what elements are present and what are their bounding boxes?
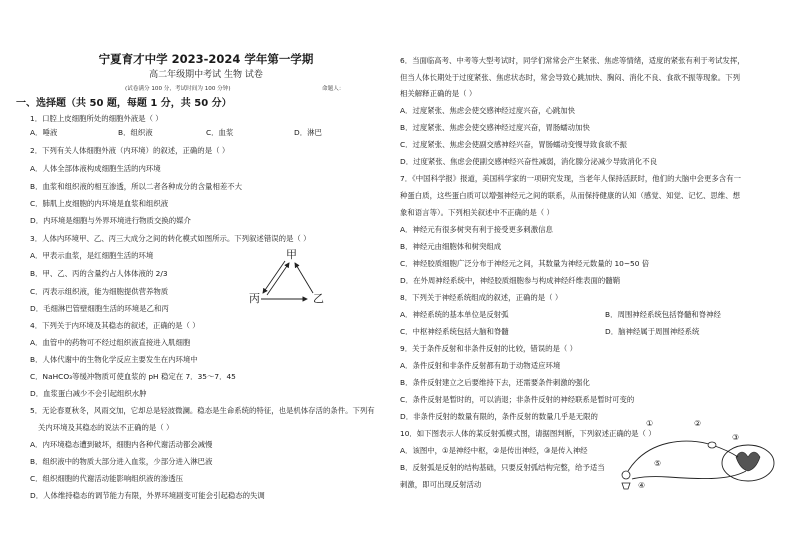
q7-option-c[interactable]: C．神经胶质细胞广泛分布于神经元之间，其数量为神经元数量的 10~50 倍: [400, 259, 650, 268]
q2-option-d[interactable]: D．内环境是细胞与外界环境进行物质交换的媒介: [30, 216, 191, 225]
q9-option-a[interactable]: A．条件反射和非条件反射都有助于动物适应环境: [400, 361, 561, 370]
q8-option-b[interactable]: B．周围神经系统包括脊髓和脊神经: [605, 310, 721, 319]
gray-matter: [736, 452, 760, 471]
q1-option-a[interactable]: A．唾液: [30, 128, 58, 137]
q10-option-a[interactable]: A．该图中，①是神经中枢，②是传出神经，③是传入神经: [400, 446, 588, 455]
body-fluid-diagram: [221, 249, 331, 309]
q7-stem-line3: 象和语言等）。下列相关叙述中不正确的是（ ）: [400, 208, 554, 217]
q7-option-d[interactable]: D．在外周神经系统中，神经胶质细胞参与构成神经纤维表面的髓鞘: [400, 276, 621, 285]
q3-option-a[interactable]: A．甲表示血浆，是红细胞生活的环境: [30, 251, 154, 260]
q10-option-b-line1[interactable]: B．反射弧是反射的结构基础，只要反射弧结构完整，给予适当: [400, 463, 605, 472]
q8-option-a[interactable]: A．神经系统的基本单位是反射弧: [400, 310, 509, 319]
label-bing: 丙: [249, 292, 260, 305]
q9-stem: 9．关于条件反射和非条件反射的比较，错误的是（ ）: [400, 344, 578, 353]
marker-2: ②: [694, 419, 702, 428]
q4-stem: 4．下列关于内环境及其稳态的叙述，正确的是（ ）: [30, 321, 200, 330]
q3-option-b[interactable]: B．甲、乙、丙的含量约占人体体液的 2/3: [30, 269, 168, 278]
q7-option-a[interactable]: A．神经元有很多树突有利于接受更多刺激信息: [400, 225, 553, 234]
arrow-bing-to-jia: [267, 263, 289, 295]
q2-option-b[interactable]: B．血浆和组织液的相互渗透，所以二者各种成分的含量相差不大: [30, 182, 243, 191]
q8-options-row2: [400, 327, 780, 337]
receptor: [622, 471, 630, 479]
q3-option-d[interactable]: D．毛细淋巴管壁细胞生活的环境是乙和丙: [30, 304, 169, 313]
marker-4: ④: [638, 481, 646, 490]
q6-option-a[interactable]: A．过度紧张、焦虑会使交感神经过度兴奋，心跳加快: [400, 106, 576, 115]
reflex-arc-diagram: [608, 419, 778, 497]
arrow-yi-to-jia: [295, 263, 313, 293]
q1-option-d[interactable]: D．淋巴: [294, 128, 322, 137]
q4-option-b[interactable]: B．人体代谢中的生物化学反应主要发生在内环境中: [30, 355, 198, 364]
q10-stem: 10．如下图表示人体的某反射弧模式图，请据图判断，下列叙述正确的是（ ）: [400, 429, 656, 438]
q3-option-c[interactable]: C．丙表示组织液，能为细胞提供营养物质: [30, 287, 169, 296]
q3-stem: 3．人体内环境甲、乙、丙三大成分之间的转化模式如图所示。下列叙述错误的是（ ）: [30, 234, 311, 243]
q2-option-c[interactable]: C．肺肌上皮细胞的内环境是血浆和组织液: [30, 199, 169, 208]
q5-option-d[interactable]: D．人体维持稳态的调节能力有限，外界环境剧变可能会引起稳态的失调: [30, 491, 265, 500]
q8-option-c[interactable]: C．中枢神经系统包括大脑和脊髓: [400, 327, 509, 336]
q5-option-a[interactable]: A．内环境稳态遭到破坏，细胞内各种代谢活动都会减慢: [30, 440, 213, 449]
section-title: 一、选择题（共 50 题，每题 1 分，共 50 分）: [16, 98, 232, 109]
q7-stem-line2: 种蛋白质，这些蛋白质可以增强神经元之间的联系，从而保持健康的认知（感觉、知觉、记忆、思维、想: [400, 191, 740, 200]
q6-option-b[interactable]: B．过度紧张、焦虑会使交感神经过度兴奋，胃肠蠕动加快: [400, 123, 590, 132]
q5-option-c[interactable]: C．组织细胞的代谢活动能影响组织液的渗透压: [30, 474, 183, 483]
q1-options: [30, 128, 382, 138]
q1-option-b[interactable]: B．组织液: [118, 128, 153, 137]
q4-option-d[interactable]: D．血浆蛋白减少不会引起组织水肿: [30, 389, 147, 398]
afferent-nerve: [628, 441, 738, 471]
author-label: 命题人：: [322, 86, 345, 92]
q1-stem: 1．口腔上皮细胞所处的细胞外液是（ ）: [30, 114, 163, 123]
q10-option-b-line2[interactable]: 刺激，即可出现反射活动: [400, 480, 482, 489]
q6-option-c[interactable]: C．过度紧张、焦虑会使副交感神经兴奋，胃肠蠕动变慢导致食欲不振: [400, 140, 627, 149]
reflex-arc-drawing: [608, 419, 778, 497]
effector: [622, 483, 630, 489]
q5-stem-line2: 关内环境及其稳态的说法不正确的是（ ）: [38, 423, 174, 432]
q9-option-d[interactable]: D．非条件反射的数量有限的，条件反射的数量几乎是无限的: [400, 412, 598, 421]
exam-title: 高二年级期中考试 生物 试卷: [149, 70, 263, 80]
q2-option-a[interactable]: A．人体全部体液构成细胞生活的内环境: [30, 164, 161, 173]
arrow-jia-to-bing: [263, 261, 285, 293]
q6-option-d[interactable]: D．过度紧张、焦虑会使副交感神经兴奋性减弱，消化腺分泌减少导致消化不良: [400, 157, 657, 166]
label-yi: 乙: [313, 292, 324, 305]
q8-option-d[interactable]: D．脑神经属于周围神经系统: [605, 327, 700, 336]
q4-option-c[interactable]: C．NaHCO₃等缓冲物质可使血浆的 pH 稳定在 7．35～7．45: [30, 372, 236, 381]
q9-option-c[interactable]: C．条件反射是暂时的，可以消退；非条件反射的神经联系是暂时可变的: [400, 395, 635, 404]
label-jia: 甲: [286, 248, 297, 261]
q6-stem-line2: 但当人体长期处于过度紧张、焦虑状态时，常会导致心跳加快、胸闷、消化不良、食欲不振等现象。下列: [400, 73, 740, 82]
q8-stem: 8．下列关于神经系统组成的叙述，正确的是（ ）: [400, 293, 563, 302]
q5-stem-line1: 5．无论春夏秋冬，风雨交加，它却总是轻波微澜。稳态是生命系统的特征，也是机体存活的条件。下列有: [30, 406, 375, 415]
q4-option-a[interactable]: A．血管中的药物可不经过组织液直接进入肌细胞: [30, 338, 191, 347]
exam-info: (试卷满分 100 分，考试时间为 100 分钟): [125, 86, 231, 92]
q1-option-c[interactable]: C．血浆: [206, 128, 234, 137]
marker-5: ⑤: [654, 459, 662, 468]
q6-stem-line1: 6．当面临高考、中考等大型考试时，同学们常常会产生紧张、焦虑等情绪，适度的紧张有利于考试发挥，: [400, 56, 745, 65]
q7-option-b[interactable]: B．神经元由细胞体和树突组成: [400, 242, 502, 251]
school-title: 宁夏育才中学 2023-2024 学年第一学期: [98, 52, 314, 66]
q5-option-b[interactable]: B．组织液中的物质大部分进入血浆，少部分进入淋巴液: [30, 457, 213, 466]
ganglion: [708, 442, 716, 448]
marker-3: ③: [732, 433, 740, 442]
q8-options-row1: [400, 310, 780, 320]
q7-stem-line1: 7．《中国科学报》报道，美国科学家的一项研究发现，当老年人保持活跃时，他们的大脑中会更多含有一: [400, 174, 741, 183]
marker-1: ①: [646, 419, 654, 428]
q6-stem-line3: 相关解释正确的是（ ）: [400, 89, 477, 98]
q9-option-b[interactable]: B．条件反射建立之后要维持下去，还需要条件刺激的强化: [400, 378, 590, 387]
q2-stem: 2．下列有关人体细胞外液（内环境）的叙述，正确的是（ ）: [30, 146, 230, 155]
